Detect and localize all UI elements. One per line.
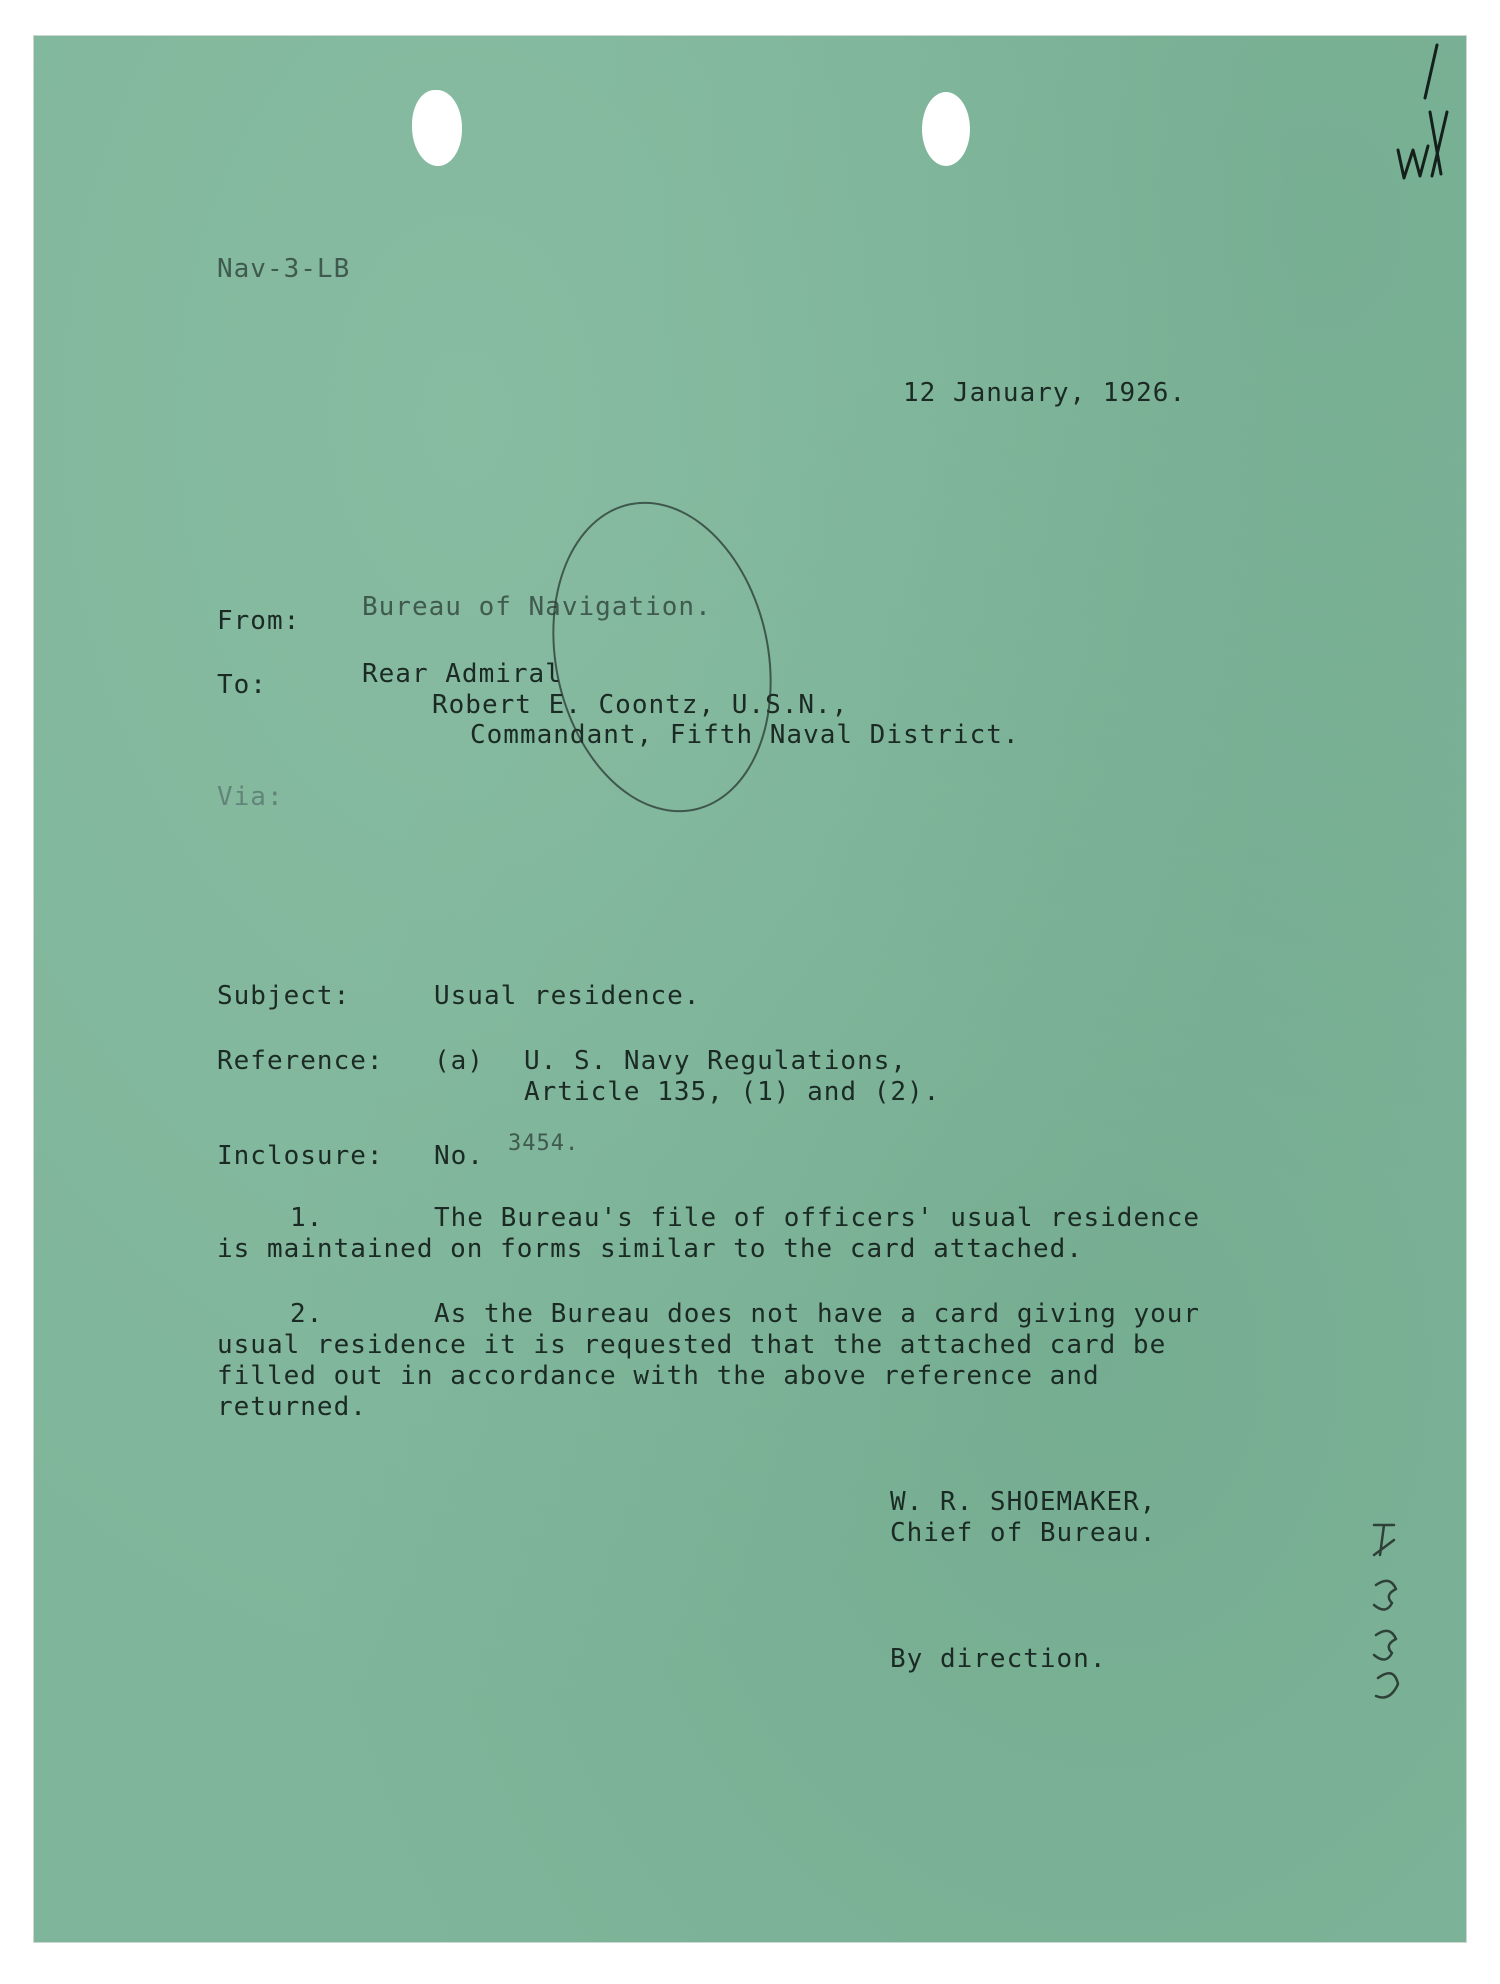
inclosure-label: Inclosure: <box>217 1141 384 1171</box>
paragraph-2-line-1: As the Bureau does not have a card giving your <box>434 1299 1201 1329</box>
via-label: Via: <box>217 782 284 812</box>
paragraph-2-line-2: usual residence it is requested that the attached card be <box>217 1330 1167 1360</box>
paragraph-1-number: 1. <box>290 1203 324 1233</box>
from-value: Bureau of Navigation. <box>362 592 712 622</box>
subject-value: Usual residence. <box>434 981 701 1011</box>
paragraph-2-line-4: returned. <box>217 1392 367 1422</box>
reference-marker: (a) <box>434 1046 484 1076</box>
reference-label: Reference: <box>217 1046 384 1076</box>
by-direction: By direction. <box>890 1644 1107 1674</box>
to-line-rank: Rear Admiral <box>362 659 562 689</box>
signature-title: Chief of Bureau. <box>890 1518 1157 1548</box>
inclosure-number: 3454. <box>508 1131 580 1156</box>
paragraph-1-line-2: is maintained on forms similar to the card attached. <box>217 1234 1083 1264</box>
reference-line-2: Article 135, (1) and (2). <box>524 1077 941 1107</box>
letter-date: 12 January, 1926. <box>903 378 1187 408</box>
inclosure-prefix: No. <box>434 1141 484 1171</box>
to-line-command: Commandant, Fifth Naval District. <box>470 720 1020 750</box>
to-label: To: <box>217 670 267 700</box>
paragraph-1-line-1: The Bureau's file of officers' usual residence <box>434 1203 1201 1233</box>
from-label: From: <box>217 606 301 636</box>
signature-name: W. R. SHOEMAKER, <box>890 1487 1157 1517</box>
to-line-name: Robert E. Coontz, U.S.N., <box>432 690 849 720</box>
reference-line-1: U. S. Navy Regulations, <box>524 1046 908 1076</box>
margin-note-mark <box>1374 1525 1398 1698</box>
file-code: Nav-3-LB <box>217 254 351 284</box>
paragraph-2-number: 2. <box>290 1299 324 1329</box>
subject-label: Subject: <box>217 981 351 1011</box>
handwritten-initials <box>1398 45 1447 178</box>
paragraph-2-line-3: filled out in accordance with the above reference and <box>217 1361 1100 1391</box>
